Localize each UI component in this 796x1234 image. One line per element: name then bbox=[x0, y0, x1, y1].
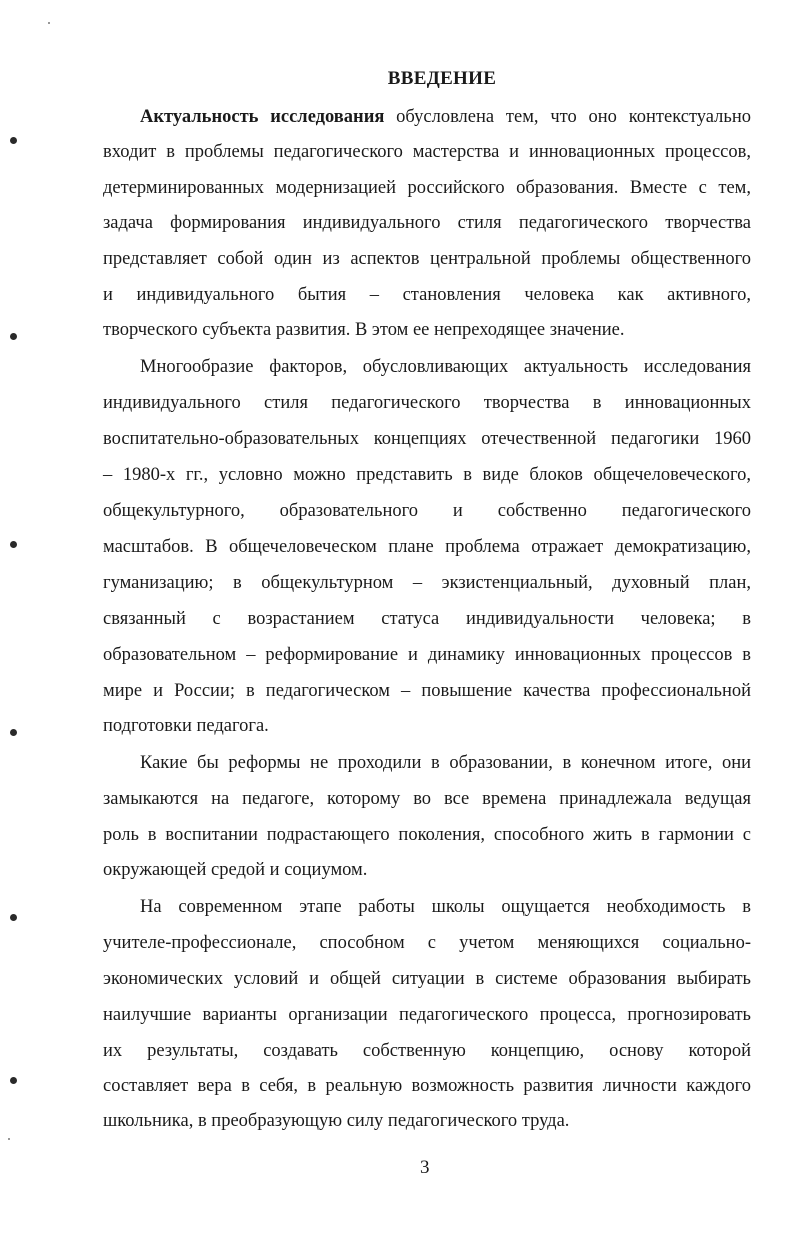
text-line: замыкаются на педагоге, которому во все времена принадлежала ведущая bbox=[103, 789, 751, 809]
text-line: мире и России; в педагогическом – повышение качества профессиональной bbox=[103, 681, 751, 701]
text-line: образовательном – реформирование и динамику инновационных процессов в bbox=[103, 645, 751, 665]
text-line: творческого субъекта развития. В этом ее непреходящее значение. bbox=[103, 320, 625, 340]
text-line: и индивидуального бытия – становления человека как активного, bbox=[103, 285, 751, 305]
text-line: входит в проблемы педагогического мастерства и инновационных процессов, bbox=[103, 142, 751, 162]
binder-hole-mark bbox=[10, 333, 17, 340]
text-line: задача формирования индивидуального стиля педагогического творчества bbox=[103, 213, 751, 233]
text-line: окружающей средой и социумом. bbox=[103, 860, 368, 880]
binder-hole-mark bbox=[10, 1077, 17, 1084]
text-line: детерминированных модернизацией российского образования. Вместе с тем, bbox=[103, 178, 751, 198]
text-line: Какие бы реформы не проходили в образовании, в конечном итоге, они bbox=[140, 753, 751, 773]
bold-term: Актуальность исследования bbox=[140, 107, 385, 127]
text-line: школьника, в преобразующую силу педагогического труда. bbox=[103, 1111, 570, 1131]
binder-hole-mark bbox=[10, 541, 17, 548]
text-line: экономических условий и общей ситуации в системе образования выбирать bbox=[103, 969, 751, 989]
text-line: подготовки педагога. bbox=[103, 716, 269, 736]
text-line: связанный с возрастанием статуса индивидуальности человека; в bbox=[103, 609, 751, 629]
text-line: роль в воспитании подрастающего поколения, способного жить в гармонии с bbox=[103, 825, 751, 845]
scan-speck bbox=[8, 1138, 10, 1140]
text-line: масштабов. В общечеловеческом плане проблема отражает демократизацию, bbox=[103, 537, 751, 557]
text-line: – 1980-х гг., условно можно представить в виде блоков общечеловеческого, bbox=[103, 465, 751, 485]
text-line: учителе-профессионале, способном с учетом меняющихся социально- bbox=[103, 933, 751, 953]
page-number: 3 bbox=[420, 1157, 430, 1178]
text-line: воспитательно-образовательных концепциях отечественной педагогики 1960 bbox=[103, 429, 751, 449]
text-line: общекультурного, образовательного и собственно педагогического bbox=[103, 501, 751, 521]
scan-speck bbox=[48, 22, 50, 24]
text-line: Многообразие факторов, обусловливающих актуальность исследования bbox=[140, 357, 751, 377]
text-line: На современном этапе работы школы ощущается необходимость в bbox=[140, 897, 751, 917]
paragraph-1-first-line bbox=[140, 105, 751, 129]
text-line: индивидуального стиля педагогического творчества в инновационных bbox=[103, 393, 751, 413]
page-title: ВВЕДЕНИЕ bbox=[387, 68, 497, 89]
text-line: наилучшие варианты организации педагогического процесса, прогнозировать bbox=[103, 1005, 751, 1025]
text-line: гуманизацию; в общекультурном – экзистенциальный, духовный план, bbox=[103, 573, 751, 593]
text-line: их результаты, создавать собственную концепцию, основу которой bbox=[103, 1041, 751, 1061]
binder-hole-mark bbox=[10, 137, 17, 144]
text-line: составляет вера в себя, в реальную возможность развития личности каждого bbox=[103, 1076, 751, 1096]
binder-hole-mark bbox=[10, 729, 17, 736]
text-line: представляет собой один из аспектов центральной проблемы общественного bbox=[103, 249, 751, 269]
binder-hole-mark bbox=[10, 914, 17, 921]
text-run: обусловлена тем, что оно контекстуально bbox=[384, 107, 751, 127]
